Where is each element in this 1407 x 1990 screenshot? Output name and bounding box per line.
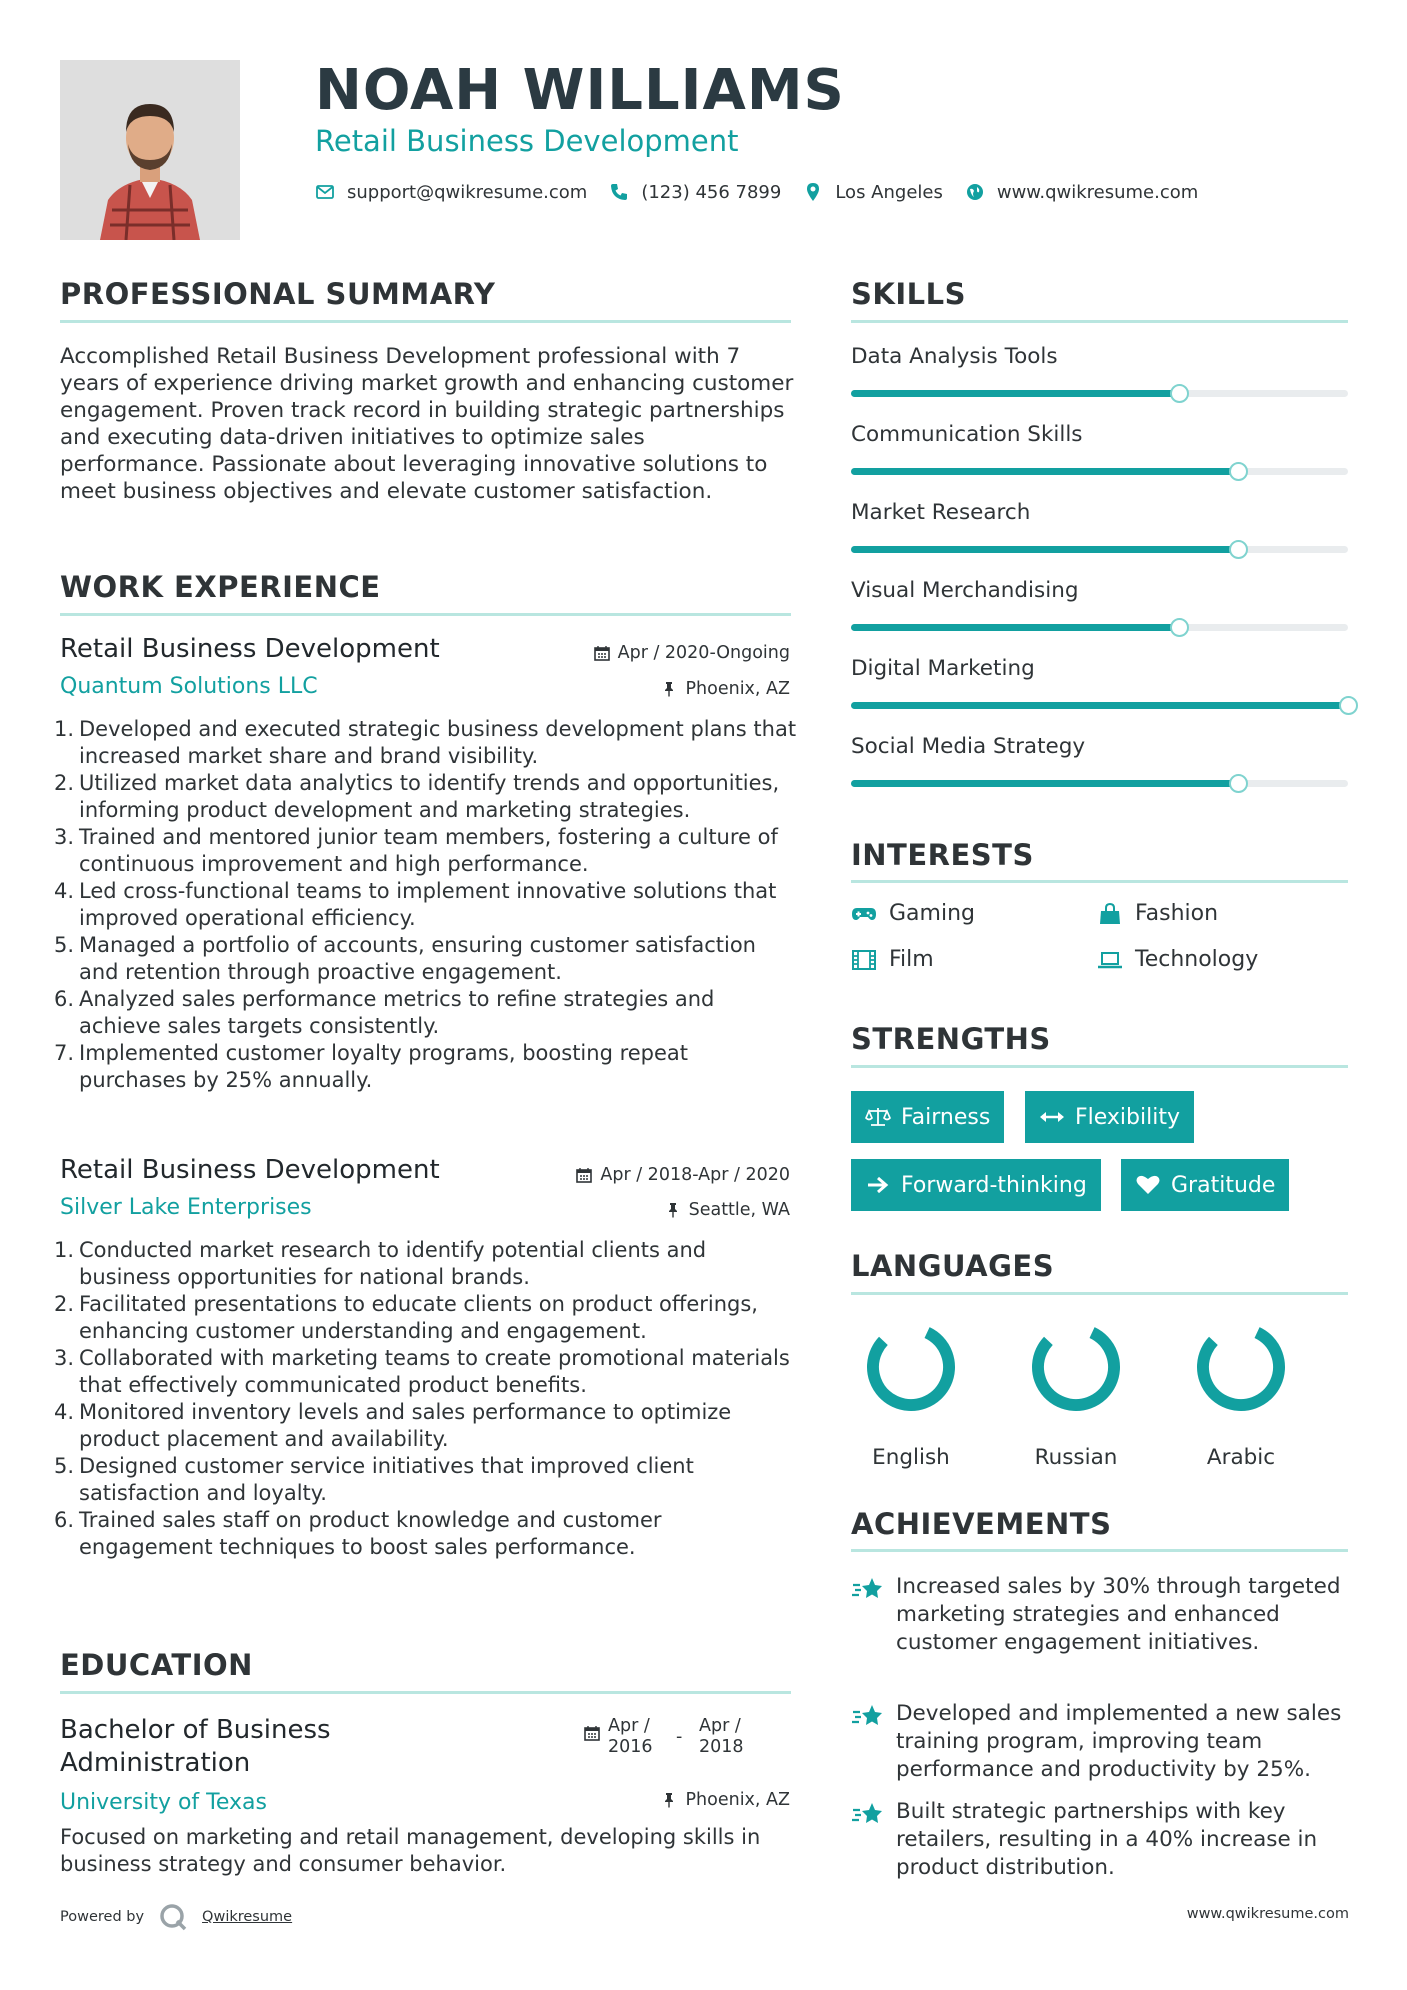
education-description: Focused on marketing and retail management, developing skills in business strategy and consumer behavior.	[60, 1825, 761, 1876]
company-name: Silver Lake Enterprises	[60, 1195, 312, 1220]
job-date	[576, 1165, 790, 1185]
gamepad-icon	[851, 903, 877, 925]
list-item: 1. Conducted market research to identify potential clients and business opportunities for national brands.	[54, 1238, 707, 1289]
pushpin-icon	[661, 1792, 677, 1808]
trophy-star-icon	[851, 1575, 885, 1605]
skills-divider	[851, 320, 1348, 323]
job-title: Retail Business Development	[60, 1155, 440, 1185]
arrows-horizontal-icon	[1039, 1106, 1065, 1128]
interests-divider	[851, 880, 1348, 883]
skill-bar-fill	[851, 546, 1238, 553]
arrow-right-icon	[865, 1174, 891, 1196]
skill-bar-handle	[1170, 618, 1189, 637]
list-item: 5. Designed customer service initiatives that improved client satisfaction and loyalty.	[54, 1454, 694, 1505]
experience-heading: WORK EXPERIENCE	[60, 570, 381, 604]
contact-email[interactable]	[315, 182, 587, 203]
interest-item	[851, 901, 975, 926]
education-divider	[60, 1691, 791, 1694]
list-item: 7. Implemented customer loyalty programs, boosting repeat purchases by 25% annually.	[54, 1041, 689, 1092]
map-pin-icon	[803, 182, 823, 202]
degree-title: Bachelor of Business Administration	[60, 1715, 331, 1778]
job-location	[661, 679, 790, 699]
skill-bar	[851, 702, 1348, 709]
language-ring-arc	[1026, 1317, 1126, 1417]
skill-bar-fill	[851, 780, 1238, 787]
skill-label: Market Research	[851, 500, 1031, 525]
skill-bar	[851, 468, 1348, 475]
experience-divider	[60, 613, 791, 616]
laptop-icon	[1097, 949, 1123, 971]
list-item: 3. Collaborated with marketing teams to create promotional materials that effectively communicated product benefits.	[54, 1346, 790, 1397]
education-heading: EDUCATION	[60, 1648, 253, 1682]
contact-phone[interactable]	[609, 182, 781, 203]
list-item: 4. Led cross-functional teams to implement innovative solutions that improved operational efficiency.	[54, 879, 777, 930]
strength-tag	[1025, 1091, 1194, 1143]
skill-label: Communication Skills	[851, 422, 1083, 447]
calendar-icon	[576, 1167, 592, 1183]
shopping-bag-icon	[1097, 903, 1123, 925]
interest-label: Gaming	[889, 901, 975, 926]
interest-item	[851, 947, 934, 972]
interest-item	[1097, 947, 1258, 972]
interest-label: Film	[889, 947, 934, 972]
candidate-role: Retail Business Development	[315, 124, 739, 158]
job-location-text: Phoenix, AZ	[685, 679, 790, 699]
education-start: Apr / 2016	[608, 1716, 653, 1757]
pushpin-icon	[665, 1202, 681, 1218]
skill-bar-handle	[1229, 462, 1248, 481]
education-location-text: Phoenix, AZ	[685, 1790, 790, 1810]
language-ring-arc	[861, 1317, 961, 1417]
job-location-text: Seattle, WA	[688, 1200, 790, 1220]
achievements-heading: ACHIEVEMENTS	[851, 1507, 1112, 1541]
calendar-icon	[594, 645, 610, 661]
profile-photo	[60, 60, 240, 240]
summary-divider	[60, 320, 791, 323]
strength-tag	[1121, 1159, 1289, 1211]
skill-bar	[851, 546, 1348, 553]
summary-text: Accomplished Retail Business Development professional with 7 years of experience driving market growth and enhancing customer engagement. Proven track record in building strategic partnerships and executing data-driven initiatives to optimize sales performance. Passionate about leveraging innovative solutions to meet business objectives and elevate customer satisfaction.	[60, 344, 794, 504]
phone-text: (123) 456 7899	[641, 181, 782, 203]
skill-label: Data Analysis Tools	[851, 344, 1058, 369]
interest-item	[1097, 901, 1218, 926]
qwikresume-logo-icon	[158, 1902, 188, 1932]
skill-bar-fill	[851, 468, 1238, 475]
list-item: 2. Utilized market data analytics to identify trends and opportunities, informing product development and marketing strategies.	[54, 771, 780, 822]
contact-bar	[315, 180, 1220, 204]
interest-label: Fashion	[1135, 901, 1219, 926]
list-item: 6. Trained sales staff on product knowledge and customer engagement techniques to boost sales performance.	[54, 1508, 662, 1559]
language-item	[856, 1317, 966, 1470]
interests-heading: INTERESTS	[851, 838, 1034, 872]
languages-divider	[851, 1292, 1348, 1295]
footer-url[interactable]: www.qwikresume.com	[1186, 1906, 1349, 1922]
skill-bar-handle	[1170, 384, 1189, 403]
language-progress-ring	[1026, 1317, 1126, 1417]
language-item	[1021, 1317, 1131, 1470]
job-responsibilities	[54, 1237, 800, 1561]
company-name: Quantum Solutions LLC	[60, 674, 318, 699]
skill-bar-fill	[851, 624, 1179, 631]
language-label: Arabic	[1206, 1445, 1276, 1470]
language-item	[1186, 1317, 1296, 1470]
education-location	[661, 1790, 790, 1810]
interest-label: Technology	[1135, 947, 1259, 972]
trophy-star-icon	[851, 1800, 885, 1830]
skill-bar-handle	[1339, 696, 1358, 715]
job-date-text: Apr / 2018-Apr / 2020	[600, 1165, 790, 1185]
email-text: support@qwikresume.com	[347, 181, 588, 203]
strengths-heading: STRENGTHS	[851, 1022, 1051, 1056]
strength-tag	[851, 1091, 1004, 1143]
strength-label: Fairness	[901, 1104, 991, 1130]
job-title: Retail Business Development	[60, 634, 440, 664]
skill-bar-handle	[1229, 540, 1248, 559]
date-separator: -	[676, 1727, 683, 1747]
list-item: 6. Analyzed sales performance metrics to refine strategies and achieve sales targets consistently.	[54, 987, 715, 1038]
strengths-divider	[851, 1065, 1348, 1068]
contact-website[interactable]	[965, 182, 1198, 203]
summary-heading: PROFESSIONAL SUMMARY	[60, 277, 496, 311]
list-item: 5. Managed a portfolio of accounts, ensuring customer satisfaction and retention through proactive engagement.	[54, 933, 756, 984]
candidate-name: NOAH WILLIAMS	[315, 58, 845, 123]
brand-link[interactable]: Qwikresume	[202, 1909, 293, 1925]
language-label: Russian	[1034, 1445, 1118, 1470]
language-label: English	[872, 1445, 950, 1470]
skill-bar-fill	[851, 702, 1348, 709]
website-text: www.qwikresume.com	[996, 181, 1199, 203]
contact-location	[803, 182, 943, 203]
skill-label: Visual Merchandising	[851, 578, 1079, 603]
achievement-text: Built strategic partnerships with key retailers, resulting in a 40% increase in product distribution.	[896, 1799, 1318, 1880]
achievement-text: Developed and implemented a new sales training program, improving team performance and productivity by 25%.	[896, 1701, 1342, 1782]
education-dates	[584, 1716, 749, 1758]
school-name: University of Texas	[60, 1790, 267, 1815]
strength-label: Forward-thinking	[901, 1172, 1087, 1198]
strength-label: Gratitude	[1171, 1172, 1276, 1198]
globe-icon	[965, 182, 985, 202]
job-location	[665, 1200, 790, 1220]
heart-icon	[1135, 1174, 1161, 1196]
job-date-text: Apr / 2020-Ongoing	[617, 643, 790, 663]
education-end: Apr / 2018	[699, 1716, 744, 1757]
skill-label: Social Media Strategy	[851, 734, 1086, 759]
skill-bar	[851, 624, 1348, 631]
powered-by-label: Powered by	[60, 1909, 145, 1925]
language-ring-arc	[1191, 1317, 1291, 1417]
pushpin-icon	[661, 681, 677, 697]
language-progress-ring	[1191, 1317, 1291, 1417]
list-item: 3. Trained and mentored junior team members, fostering a culture of continuous improvement and high performance.	[54, 825, 778, 876]
skills-heading: SKILLS	[851, 277, 966, 311]
balance-scale-icon	[865, 1106, 891, 1128]
skill-bar-handle	[1229, 774, 1248, 793]
strength-tag	[851, 1159, 1101, 1211]
language-progress-ring	[861, 1317, 961, 1417]
list-item: 2. Facilitated presentations to educate clients on product offerings, enhancing customer understanding and engagement.	[54, 1292, 758, 1343]
job-responsibilities	[54, 716, 800, 1094]
achievements-divider	[851, 1549, 1348, 1552]
list-item: 1. Developed and executed strategic business development plans that increased market share and brand visibility.	[54, 717, 797, 768]
portrait-image	[60, 60, 240, 240]
phone-icon	[609, 182, 629, 202]
calendar-icon	[584, 1725, 600, 1741]
strength-label: Flexibility	[1075, 1104, 1180, 1130]
skill-bar	[851, 780, 1348, 787]
envelope-icon	[315, 182, 335, 202]
job-date	[594, 643, 790, 663]
location-text: Los Angeles	[835, 181, 943, 203]
skill-bar-fill	[851, 390, 1179, 397]
languages-heading: LANGUAGES	[851, 1249, 1055, 1283]
skill-bar	[851, 390, 1348, 397]
powered-by	[60, 1902, 292, 1932]
film-icon	[851, 949, 877, 971]
skill-label: Digital Marketing	[851, 656, 1035, 681]
trophy-star-icon	[851, 1702, 885, 1732]
achievement-text: Increased sales by 30% through targeted marketing strategies and enhanced customer engagement initiatives.	[896, 1574, 1341, 1655]
list-item: 4. Monitored inventory levels and sales performance to optimize product placement and availability.	[54, 1400, 732, 1451]
